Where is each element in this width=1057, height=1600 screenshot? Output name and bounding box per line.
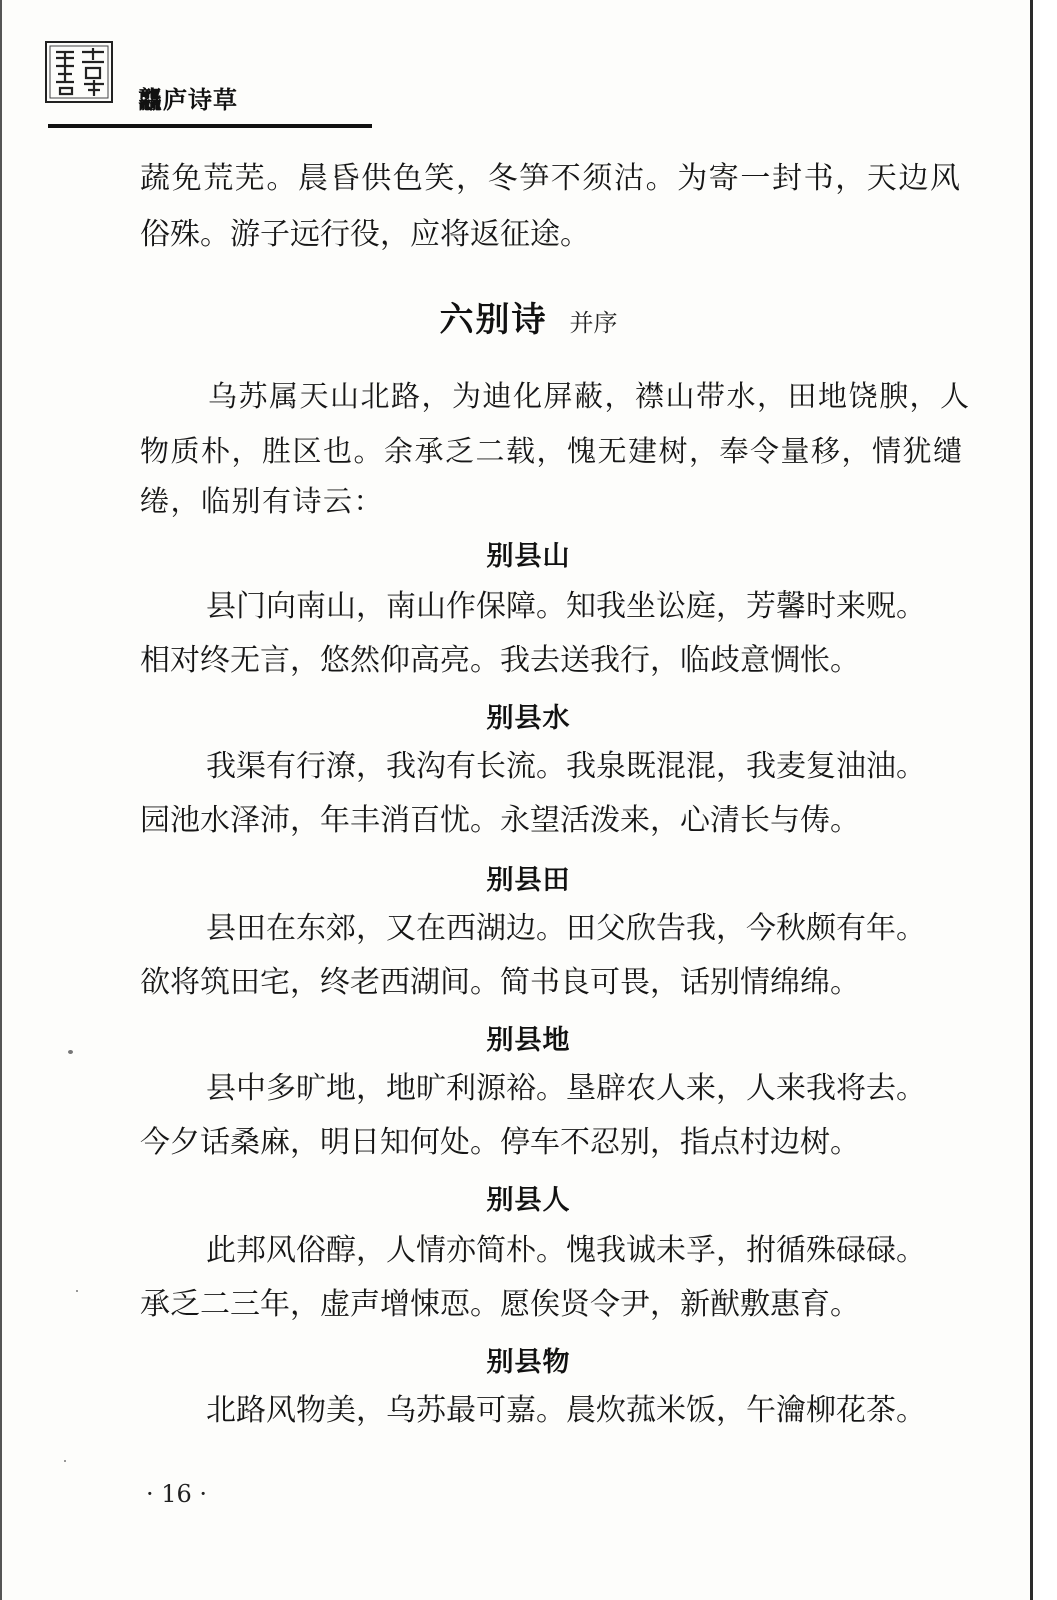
poem-5-line-1: 此邦风俗醇，人情亦简朴。愧我诚未孚，拊循殊碌碌。: [206, 1233, 926, 1268]
poem-3-line-1: 县田在东郊，又在西湖边。田父欣告我，今秋颇有年。: [206, 911, 926, 946]
section-title-main: 六别诗: [439, 300, 548, 340]
poem-2-line-1: 我渠有行潦，我沟有长流。我泉既混混，我麦复油油。: [206, 749, 926, 784]
poem-4-line-1: 县中多旷地，地旷利源裕。垦辟农人来，人来我将去。: [206, 1071, 926, 1106]
poem-title-4: 别县地: [486, 1025, 571, 1056]
poem-title-6: 别县物: [486, 1347, 571, 1378]
section-title: [0, 292, 1057, 341]
preface-line-2: 物质朴，胜区也。余承乏二载，愧无建树，奉令量移，情犹缱: [140, 434, 964, 468]
scan-speck: [68, 1050, 73, 1054]
opening-line-2: 俗殊。游子远行役，应将返征途。: [140, 217, 590, 252]
poem-title-5: 别县人: [486, 1185, 571, 1216]
page-number: · 16 ·: [146, 1480, 208, 1508]
publisher-seal-logo: [44, 40, 114, 104]
poem-title-2: 别县水: [486, 703, 571, 734]
poem-6-line-1: 北路风物美，乌苏最可嘉。晨炊菰米饭，午瀹柳花茶。: [206, 1393, 926, 1428]
preface-line-1: 乌苏属天山北路，为迪化屏蔽，襟山带水，田地饶腴，人: [208, 379, 971, 413]
header-rule: [48, 124, 372, 128]
section-title-sub: 并序: [569, 309, 618, 337]
poem-5-line-2: 承乏二三年，虚声增悚恧。愿俟贤令尹，新猷敷惠育。: [140, 1287, 860, 1322]
poem-title-3: 别县田: [486, 865, 571, 896]
poem-2-line-2: 园池水泽沛，年丰消百忧。永望活泼来，心清长与俦。: [140, 803, 860, 838]
poem-title-1: 别县山: [486, 541, 571, 572]
running-head-title: 龘庐诗草: [138, 86, 238, 114]
scan-speck: [76, 1290, 78, 1292]
preface-line-3: 绻，临别有诗云：: [140, 484, 385, 518]
opening-line-1: 蔬免荒芜。晨昏供色笑，冬笋不须沽。为寄一封书，天边风: [140, 161, 960, 196]
poem-3-line-2: 欲将筑田宅，终老西湖间。简书良可畏，话别情绵绵。: [140, 965, 860, 1000]
poem-1-line-1: 县门向南山，南山作保障。知我坐讼庭，芳馨时来贶。: [206, 589, 926, 624]
scan-speck: [64, 1460, 66, 1462]
poem-1-line-2: 相对终无言，悠然仰高亮。我去送我行，临歧意惆怅。: [140, 643, 860, 678]
poem-4-line-2: 今夕话桑麻，明日知何处。停车不忍别，指点村边树。: [140, 1125, 860, 1160]
